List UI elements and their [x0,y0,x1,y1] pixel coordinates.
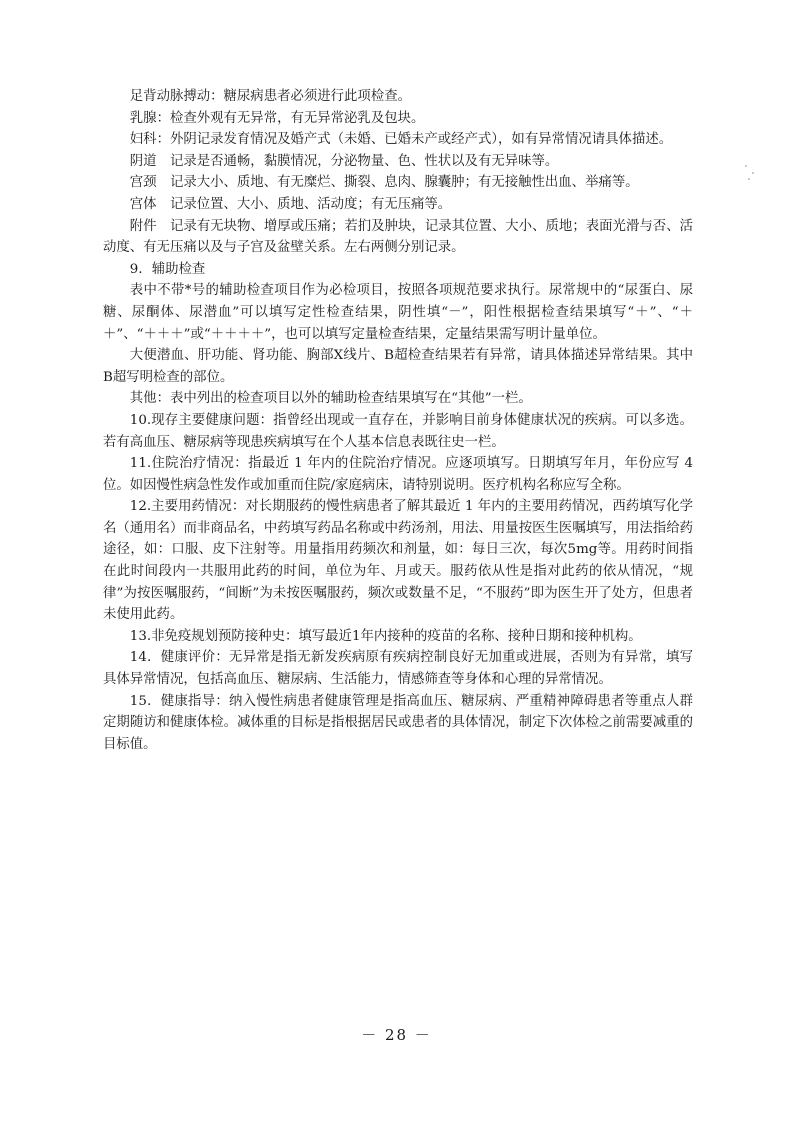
paragraph-hospitalization: 11.住院治疗情况：指最近 1 年内的住院治疗情况。应逐项填写。日期填写年月，年份应写 4 位。如因慢性病急性发作或加重而住院/家庭病床，请特别说明。医疗机构名称应写全称。 [103,456,693,493]
paragraph-health-guidance: 15．健康指导：纳入慢性病患者健康管理是指高血压、糖尿病、严重精神障碍患者等重点人群定期随访和健康体检。减体重的目标是指根据居民或患者的具体情况，制定下次体检之前需要减重的目标值。 [103,693,693,752]
paragraph-stool-liver-kidney: 大便潜血、肝功能、肾功能、胸部X线片、B超检查结果若有异常，请具体描述异常结果。其中B超写明检查的部位。 [103,348,693,385]
scan-speck [745,165,747,167]
paragraph-dorsalis-pedis: 足背动脉搏动：糖尿病患者必须进行此项检查。 [129,89,411,104]
paragraph-auxiliary-exam: 表中不带*号的辅助检查项目作为必检项目，按照各项规范要求执行。尿常规中的“尿蛋白、尿糖、尿酮体、尿潜血”可以填写定性检查结果，阴性填“－”，阳性根据检查结果填写“＋”、“＋＋”、“＋＋＋”或“＋＋＋＋”，也可以填写定量检查结果，定量结果需写明计量单位。 [103,283,693,342]
paragraph-vaccination: 13.非免疫规划预防接种史：填写最近1年内接种的疫苗的名称、接种日期和接种机构。 [129,628,642,644]
paragraph-other-exams: 其他：表中列出的检查项目以外的辅助检查结果填写在“其他”一栏。 [129,391,532,407]
paragraph-health-problems: 10.现存主要健康问题：指曾经出现或一直存在，并影响目前身体健康状况的疾病。可以多选。若有高血压、糖尿病等现患疾病填写在个人基本信息表既往史一栏。 [103,412,693,450]
paragraph-gynecology: 妇科：外阴记录发育情况及婚产式（未婚、已婚未产或经产式），如有异常情况请具体描述。 [129,132,673,148]
paragraph-uterus: 宫体 记录位置、大小、质地、活动度；有无压痛等。 [129,196,452,212]
scan-speck [752,172,754,174]
paragraph-adnexa: 附件 记录有无块物、增厚或压痛；若扪及肿块，记录其位置、大小、质地；表面光滑与否、活动度、有无压痛以及与子宫及盆壁关系。左右两侧分别记录。 [103,218,693,256]
paragraph-breast: 乳腺：检查外观有无异常，有无异常泌乳及包块。 [129,110,425,126]
paragraph-health-evaluation: 14．健康评价：无异常是指无新发疾病原有疾病控制良好无加重或进展，否则为有异常，填写具体异常情况，包括高血压、糖尿病、生活能力，情感筛查等身体和心理的异常情况。 [103,650,693,688]
paragraph-vagina: 阴道 记录是否通畅，黏膜情况，分泌物量、色、性状以及有无异味等。 [129,153,559,169]
paragraph-cervix: 宫颈 记录大小、质地、有无糜烂、撕裂、息肉、腺囊肿；有无接触性出血、举痛等。 [129,175,639,191]
document-body [103,86,693,755]
paragraph-medication: 12.主要用药情况：对长期服药的慢性病患者了解其最近 1 年内的主要用药情况，西药填写化学名（通用名）而非商品名，中药填写药品名称或中药汤剂，用法、用量按医生医嘱填写，用法指给药途径，如：口服、皮下注射等。用量指用药频次和剂量，如：每日三次，每次5mg等。用药时间指在此时间段内一共服用此药的时间，单位为年、月或天。服药依从性是指对此药的依从情况，“规律”为按医嘱服药，“间断”为未按医嘱服药，频次或数量不足，“不服药”即为医生开了处方，但患者未使用此药。 [103,499,693,623]
scan-speck [748,178,750,180]
section-heading-auxiliary-exam: 9．辅助检查 [129,261,206,277]
page-number: － 28 － [361,1026,432,1044]
